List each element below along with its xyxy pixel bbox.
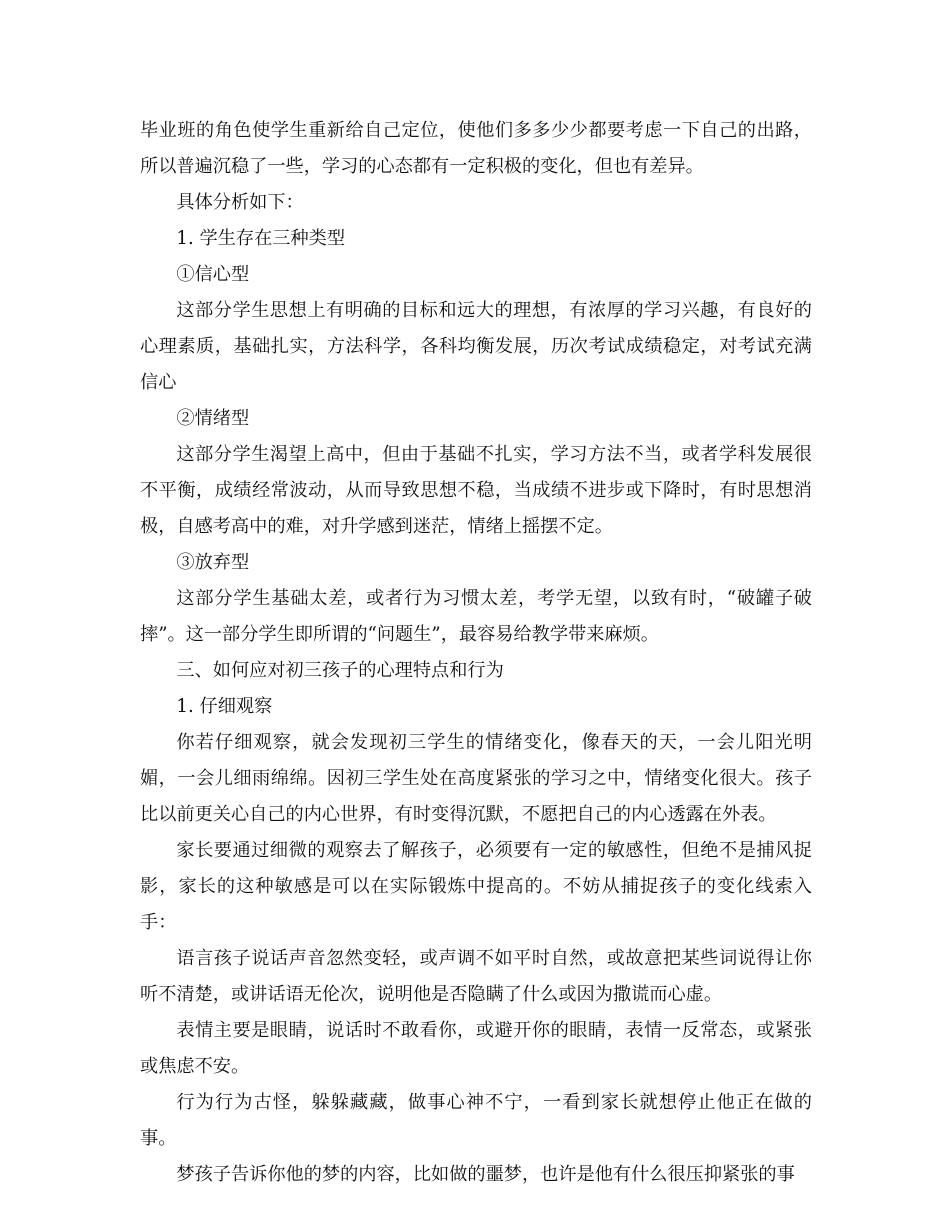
paragraph-dream-clue: 梦孩子告诉你他的梦的内容，比如做的噩梦，也许是他有什么很压抑紧张的事 [176, 1164, 795, 1185]
paragraph-confident-type: 这部分学生思想上有明确的目标和远大的理想，有浓厚的学习兴趣，有良好的心理素质，基础扎实，方法科学，各科均衡发展，历次考试成绩稳定，对考试充满信心 [140, 300, 812, 393]
paragraph-language-clue: 语言孩子说话声音忽然变轻，或声调不如平时自然，或故意把某些词说得让你听不清楚，或讲话语无伦次，说明他是否隐瞒了什么或因为撒谎而心虚。 [140, 948, 812, 1005]
heading-section-three: 三、如何应对初三孩子的心理特点和行为 [176, 660, 504, 681]
paragraph-behavior-clue: 行为行为古怪，躲躲藏藏，做事心神不宁，一看到家长就想停止他正在做的事。 [140, 1092, 812, 1149]
paragraph-emotional-type: 这部分学生渴望上高中，但由于基础不扎实，学习方法不当，或者学科发展很不平衡，成绩经常波动，从而导致思想不稳，当成绩不进步或下降时，有时思想消极，自感考高中的难，对升学感到迷茫，情绪上摇摆不定。 [140, 444, 812, 537]
heading-student-types: 1. 学生存在三种类型 [176, 228, 346, 249]
paragraph-giving-up-type: 这部分学生基础太差，或者行为习惯太差，考学无望，以致有时，“破罐子破摔”。这一部分学生即所谓的“问题生”，最容易给教学带来麻烦。 [140, 588, 812, 645]
subheading-giving-up-type: ③放弃型 [176, 552, 250, 573]
paragraph-intro: 具体分析如下： [176, 192, 304, 213]
subheading-confident-type: ①信心型 [176, 264, 250, 285]
heading-observe-carefully: 1. 仔细观察 [176, 696, 273, 717]
paragraph-expression-clue: 表情主要是眼睛，说话时不敢看你，或避开你的眼睛，表情一反常态，或紧张或焦虑不安。 [140, 1020, 812, 1077]
paragraph-observation: 你若仔细观察，就会发现初三学生的情绪变化，像春天的天，一会儿阳光明媚，一会儿细雨绵绵。因初三学生处在高度紧张的学习之中，情绪变化很大。孩子比以前更关心自己的内心世界，有时变得沉默，不愿把自己的内心透露在外表。 [140, 732, 812, 825]
paragraph-continued: 毕业班的角色使学生重新给自己定位，使他们多多少少都要考虑一下自己的出路，所以普遍沉稳了一些，学习的心态都有一定积极的变化，但也有差异。 [140, 120, 812, 177]
document-body [140, 113, 812, 1193]
paragraph-parents-sensitivity: 家长要通过细微的观察去了解孩子，必须要有一定的敏感性，但绝不是捕风捉影，家长的这种敏感是可以在实际锻炼中提高的。不妨从捕捉孩子的变化线索入手： [140, 840, 812, 933]
subheading-emotional-type: ②情绪型 [176, 408, 250, 429]
